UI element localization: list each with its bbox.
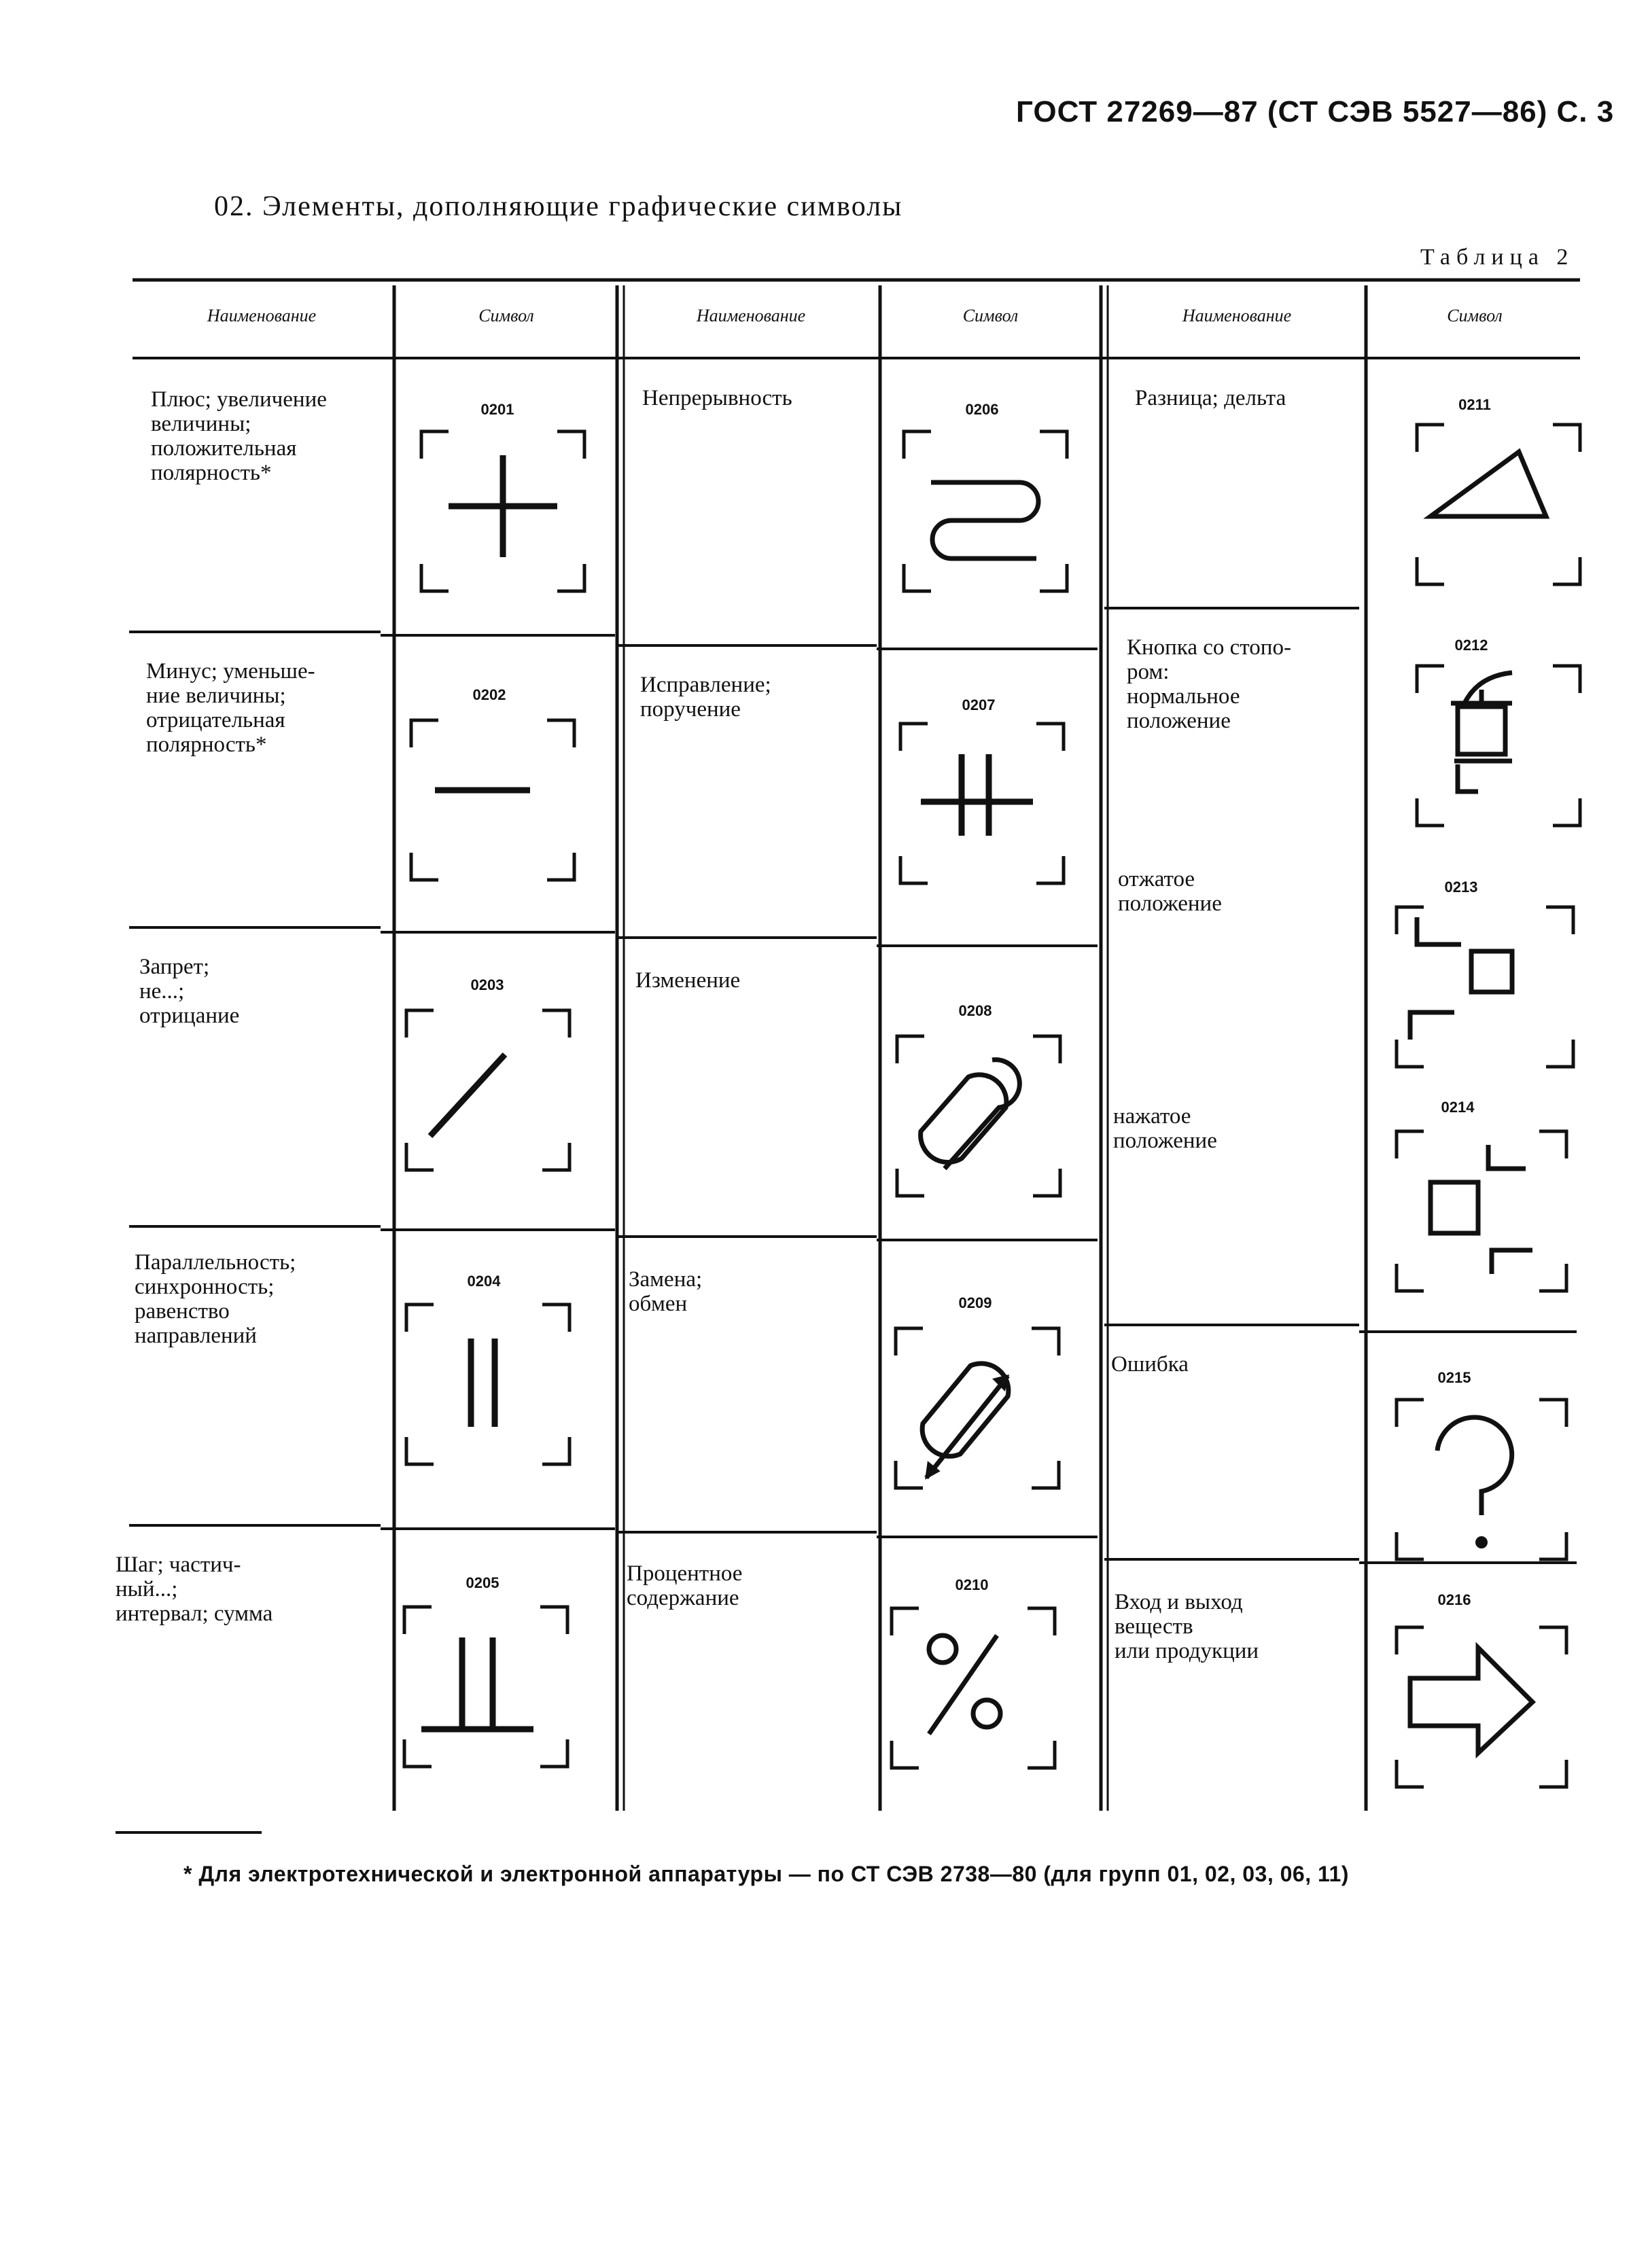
code-0209: 0209 <box>958 1294 992 1311</box>
code-0206: 0206 <box>965 401 999 418</box>
continuity-symbol-icon <box>904 428 1067 598</box>
code-0205: 0205 <box>466 1574 499 1591</box>
minus-symbol-icon <box>411 717 574 887</box>
name-0212: Кнопка со стопо- ром: нормальное положение <box>1127 635 1291 733</box>
name-0201: Плюс; увеличение величины; положительная полярность* <box>151 387 327 485</box>
name-0211: Разница; дельта <box>1135 386 1286 410</box>
plus-symbol-icon <box>421 428 584 598</box>
code-0212: 0212 <box>1454 637 1488 654</box>
name-0215: Ошибка <box>1111 1352 1189 1377</box>
col-header-symbol-1: Символ <box>478 306 534 325</box>
code-0202: 0202 <box>472 686 506 703</box>
name-0209: Замена; обмен <box>629 1267 703 1316</box>
code-0211: 0211 <box>1458 396 1491 413</box>
section-title: 02. Элементы, дополняющие графические символы <box>214 191 903 222</box>
button-pressed-symbol-icon <box>1397 1128 1566 1298</box>
change-symbol-icon <box>897 1033 1060 1203</box>
parallel-symbol-icon <box>406 1301 569 1471</box>
name-0207: Исправление; поручение <box>640 673 771 722</box>
code-0208: 0208 <box>958 1002 992 1019</box>
code-0213: 0213 <box>1444 879 1478 896</box>
input-output-symbol-icon <box>1397 1624 1566 1794</box>
delta-symbol-icon <box>1417 421 1580 591</box>
button-normal-symbol-icon <box>1417 662 1580 832</box>
code-0214: 0214 <box>1441 1099 1475 1116</box>
name-0205: Шаг; частич- ный...; интервал; сумма <box>116 1553 273 1626</box>
code-0204: 0204 <box>467 1273 501 1290</box>
name-0213: отжатое положение <box>1118 867 1222 916</box>
code-0215: 0215 <box>1437 1369 1471 1386</box>
name-0214: нажатое положение <box>1113 1104 1217 1153</box>
name-0210: Процентное содержание <box>627 1561 743 1610</box>
col-header-name-1: Наименование <box>207 306 317 325</box>
name-0216: Вход и выход веществ или продукции <box>1115 1590 1259 1663</box>
button-released-symbol-icon <box>1397 904 1573 1074</box>
name-0206: Непрерывность <box>642 386 792 410</box>
replacement-symbol-icon <box>896 1325 1059 1495</box>
code-0207: 0207 <box>962 696 996 713</box>
name-0208: Изменение <box>635 968 741 993</box>
step-symbol-icon <box>404 1603 567 1773</box>
footnote: * Для электротехнической и электронной аппаратуры — по СТ СЭВ 2738—80 (для групп 01, 02, 03, 06, 11) <box>183 1862 1349 1886</box>
table-label: Таблица 2 <box>1420 245 1575 270</box>
correction-symbol-icon <box>900 720 1064 890</box>
name-0202: Минус; уменьше- ние величины; отрицательная полярность* <box>146 659 315 757</box>
error-symbol-icon <box>1397 1396 1566 1566</box>
percent-symbol-icon <box>892 1605 1055 1775</box>
code-0203: 0203 <box>470 976 504 993</box>
col-header-name-2: Наименование <box>696 306 806 325</box>
prohibition-symbol-icon <box>406 1007 569 1177</box>
col-header-name-3: Наименование <box>1182 306 1292 325</box>
name-0203: Запрет; не...; отрицание <box>139 955 240 1028</box>
col-header-symbol-2: Символ <box>962 306 1019 325</box>
code-0216: 0216 <box>1437 1591 1471 1608</box>
page-header: ГОСТ 27269—87 (СТ СЭВ 5527—86) С. 3 <box>1016 95 1615 128</box>
code-0210: 0210 <box>955 1576 989 1593</box>
name-0204: Параллельность; синхронность; равенство направлений <box>135 1250 296 1348</box>
col-header-symbol-3: Символ <box>1447 306 1503 325</box>
code-0201: 0201 <box>480 401 514 418</box>
